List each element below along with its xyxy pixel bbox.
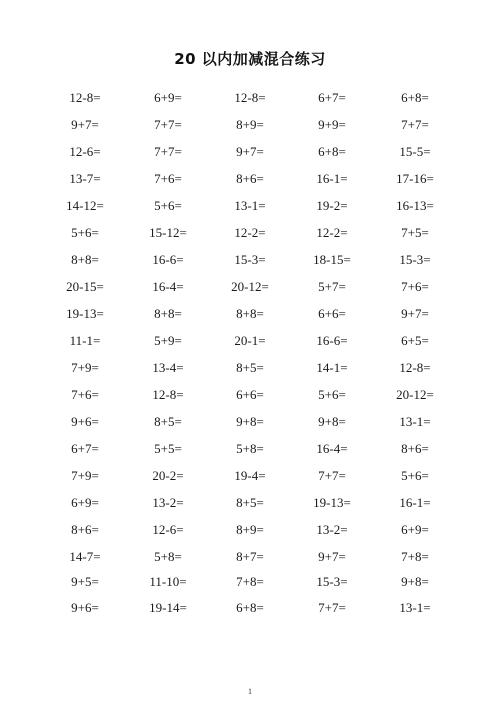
problem-row [0, 543, 500, 570]
problem-row [0, 381, 500, 408]
math-problem: 20-12= [231, 278, 269, 294]
math-problem: 7+6= [71, 386, 99, 402]
math-problem: 6+9= [154, 89, 182, 105]
math-problem: 13-2= [152, 494, 184, 510]
math-problem: 13-1= [399, 413, 431, 429]
math-problem: 8+5= [236, 359, 264, 375]
math-problem: 12-2= [316, 224, 348, 240]
math-problem: 6+6= [318, 305, 346, 321]
problem-row [0, 354, 500, 381]
math-problem: 8+6= [236, 170, 264, 186]
math-problem: 19-4= [234, 467, 266, 483]
math-problem: 6+6= [236, 386, 264, 402]
problem-row [0, 462, 500, 489]
math-problem: 7+7= [154, 143, 182, 159]
math-problem: 11-1= [69, 332, 101, 348]
math-problem: 7+7= [318, 467, 346, 483]
math-problem: 19-13= [66, 305, 104, 321]
math-problem: 20-2= [152, 467, 184, 483]
math-problem: 9+8= [401, 574, 429, 589]
math-problem: 7+7= [318, 599, 346, 615]
math-problem: 6+7= [71, 440, 99, 456]
math-problem: 14-1= [316, 359, 348, 375]
math-problem: 5+5= [154, 440, 182, 456]
math-problem: 7+9= [71, 467, 99, 483]
math-problem: 12-8= [234, 89, 266, 105]
math-problem: 15-3= [399, 251, 431, 267]
math-problem: 5+8= [236, 440, 264, 456]
math-problem: 16-13= [396, 197, 434, 213]
math-problem: 12-6= [152, 521, 184, 537]
math-problem: 12-2= [234, 224, 266, 240]
math-problem: 19-14= [149, 599, 187, 615]
math-problem: 7+7= [401, 116, 429, 132]
math-problem: 5+7= [318, 278, 346, 294]
math-problem: 12-6= [69, 143, 101, 159]
math-problem: 9+6= [71, 413, 99, 429]
problem-row [0, 300, 500, 327]
math-problem: 11-10= [149, 574, 187, 589]
math-problem: 12-8= [399, 359, 431, 375]
worksheet-title: 20 以内加减混合练习 [174, 50, 326, 68]
math-problem: 5+8= [154, 548, 182, 564]
math-problem: 5+9= [154, 332, 182, 348]
math-problem: 12-8= [69, 89, 101, 105]
math-problem: 9+7= [401, 305, 429, 321]
math-problem: 9+5= [71, 574, 99, 589]
math-problem: 14-12= [66, 197, 104, 213]
math-problem: 5+6= [71, 224, 99, 240]
math-problem: 6+7= [318, 89, 346, 105]
math-problem: 8+9= [236, 116, 264, 132]
math-problem: 6+8= [318, 143, 346, 159]
math-problem: 9+8= [318, 413, 346, 429]
math-problem: 7+8= [236, 574, 264, 589]
page-number: 1 [248, 687, 252, 696]
math-problem: 19-13= [313, 494, 351, 510]
math-problem: 8+8= [71, 251, 99, 267]
math-problem: 8+9= [236, 521, 264, 537]
math-problem: 16-6= [316, 332, 348, 348]
problem-row [0, 246, 500, 273]
math-problem: 20-1= [234, 332, 266, 348]
problem-row [0, 219, 500, 246]
math-problem: 8+8= [236, 305, 264, 321]
math-problem: 6+9= [401, 521, 429, 537]
math-problem: 9+7= [236, 143, 264, 159]
math-problem: 5+6= [318, 386, 346, 402]
math-problem: 5+6= [154, 197, 182, 213]
math-problem: 16-6= [152, 251, 184, 267]
math-problem: 13-4= [152, 359, 184, 375]
math-problem: 20-12= [396, 386, 434, 402]
math-problem: 7+5= [401, 224, 429, 240]
problem-row [0, 111, 500, 138]
math-problem: 8+5= [236, 494, 264, 510]
math-problem: 9+6= [71, 599, 99, 615]
math-problem: 13-7= [69, 170, 101, 186]
problem-row [0, 273, 500, 300]
math-problem: 16-4= [152, 278, 184, 294]
problem-row [0, 84, 500, 111]
math-problem: 15-12= [149, 224, 187, 240]
math-problem: 8+7= [236, 548, 264, 564]
math-problem: 15-5= [399, 143, 431, 159]
math-problem: 16-1= [399, 494, 431, 510]
math-problem: 13-1= [234, 197, 266, 213]
problem-grid [0, 84, 500, 621]
math-problem: 9+8= [236, 413, 264, 429]
math-problem: 9+9= [318, 116, 346, 132]
math-problem: 17-16= [396, 170, 434, 186]
math-problem: 7+7= [154, 116, 182, 132]
problem-row [0, 516, 500, 543]
math-problem: 6+8= [401, 89, 429, 105]
problem-row [0, 192, 500, 219]
math-problem: 15-3= [234, 251, 266, 267]
math-problem: 6+5= [401, 332, 429, 348]
math-problem: 8+5= [154, 413, 182, 429]
math-problem: 6+8= [236, 599, 264, 615]
problem-row [0, 594, 500, 621]
math-problem: 7+6= [154, 170, 182, 186]
math-problem: 9+7= [71, 116, 99, 132]
math-problem: 19-2= [316, 197, 348, 213]
problem-row [0, 138, 500, 165]
math-problem: 12-8= [152, 386, 184, 402]
math-problem: 6+9= [71, 494, 99, 510]
math-problem: 16-4= [316, 440, 348, 456]
math-problem: 16-1= [316, 170, 348, 186]
math-problem: 8+8= [154, 305, 182, 321]
math-problem: 9+7= [318, 548, 346, 564]
problem-row [0, 408, 500, 435]
math-problem: 20-15= [66, 278, 104, 294]
math-problem: 13-1= [399, 599, 431, 615]
math-problem: 5+6= [401, 467, 429, 483]
math-problem: 15-3= [316, 574, 348, 589]
math-problem: 7+6= [401, 278, 429, 294]
problem-row [0, 489, 500, 516]
math-problem: 13-2= [316, 521, 348, 537]
problem-row [0, 435, 500, 462]
problem-row [0, 165, 500, 192]
math-problem: 7+9= [71, 359, 99, 375]
problem-row [0, 570, 500, 594]
problem-row [0, 327, 500, 354]
math-problem: 18-15= [313, 251, 351, 267]
math-problem: 8+6= [71, 521, 99, 537]
math-problem: 8+6= [401, 440, 429, 456]
math-problem: 14-7= [69, 548, 101, 564]
math-problem: 7+8= [401, 548, 429, 564]
